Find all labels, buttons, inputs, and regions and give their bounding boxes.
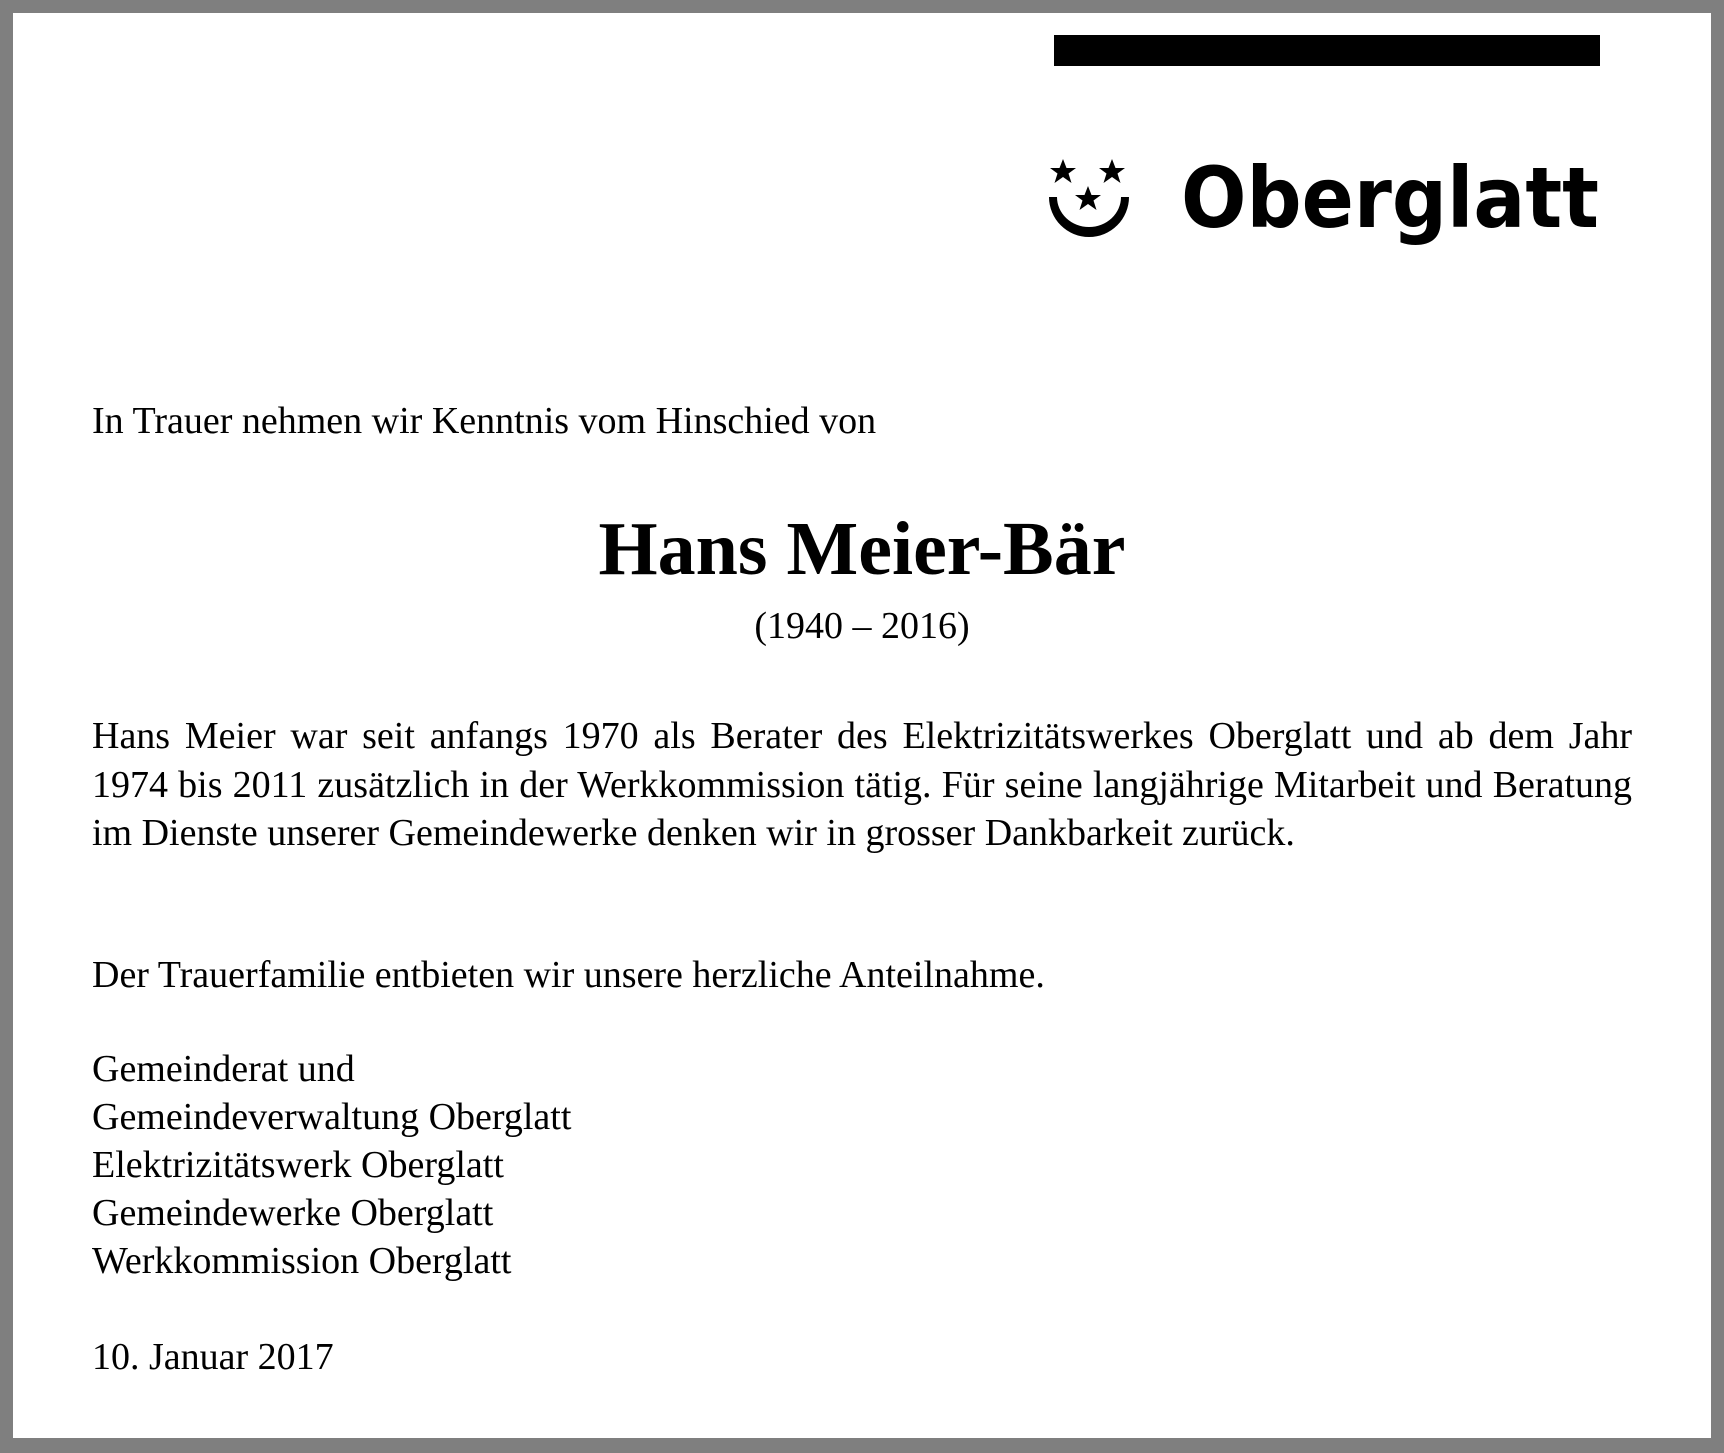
oberglatt-logo — [1045, 143, 1605, 273]
logo-wordmark: Oberglatt — [1181, 149, 1599, 247]
intro-text: In Trauer nehmen wir Kenntnis vom Hinschied von — [92, 400, 877, 442]
coat-of-arms-icon — [1049, 159, 1129, 237]
notice-date: 10. Januar 2017 — [92, 1336, 334, 1378]
signatory-list — [92, 1045, 571, 1285]
star-icon — [1075, 186, 1101, 210]
star-icon — [1099, 159, 1125, 183]
tribute-paragraph: Hans Meier war seit anfangs 1970 als Berater des Elektrizitätswerkes Oberglatt und ab dem Jahr 1974 bis 2011 zusätzlich in der Werkkommission tätig. Für seine langjährige Mitarbeit und Beratung im Dienste unserer Gemeindewerke denken wir in grosser Dankbarkeit zurück. — [92, 715, 1632, 854]
signatory-line: Gemeinderat und — [92, 1048, 355, 1090]
signatory-line: Werkkommission Oberglatt — [92, 1240, 512, 1282]
condolence-text: Der Trauerfamilie entbieten wir unsere herzliche Anteilnahme. — [92, 954, 1045, 996]
signatory-line: Gemeindewerke Oberglatt — [92, 1192, 494, 1234]
header-rule — [1054, 35, 1600, 66]
signatory-line: Gemeindeverwaltung Oberglatt — [92, 1096, 572, 1138]
signatory-line: Elektrizitätswerk Oberglatt — [92, 1144, 504, 1186]
deceased-name: Hans Meier-Bär — [598, 507, 1126, 591]
star-icon — [1050, 159, 1076, 183]
life-years: (1940 – 2016) — [754, 605, 970, 647]
notice-page — [13, 13, 1711, 1438]
